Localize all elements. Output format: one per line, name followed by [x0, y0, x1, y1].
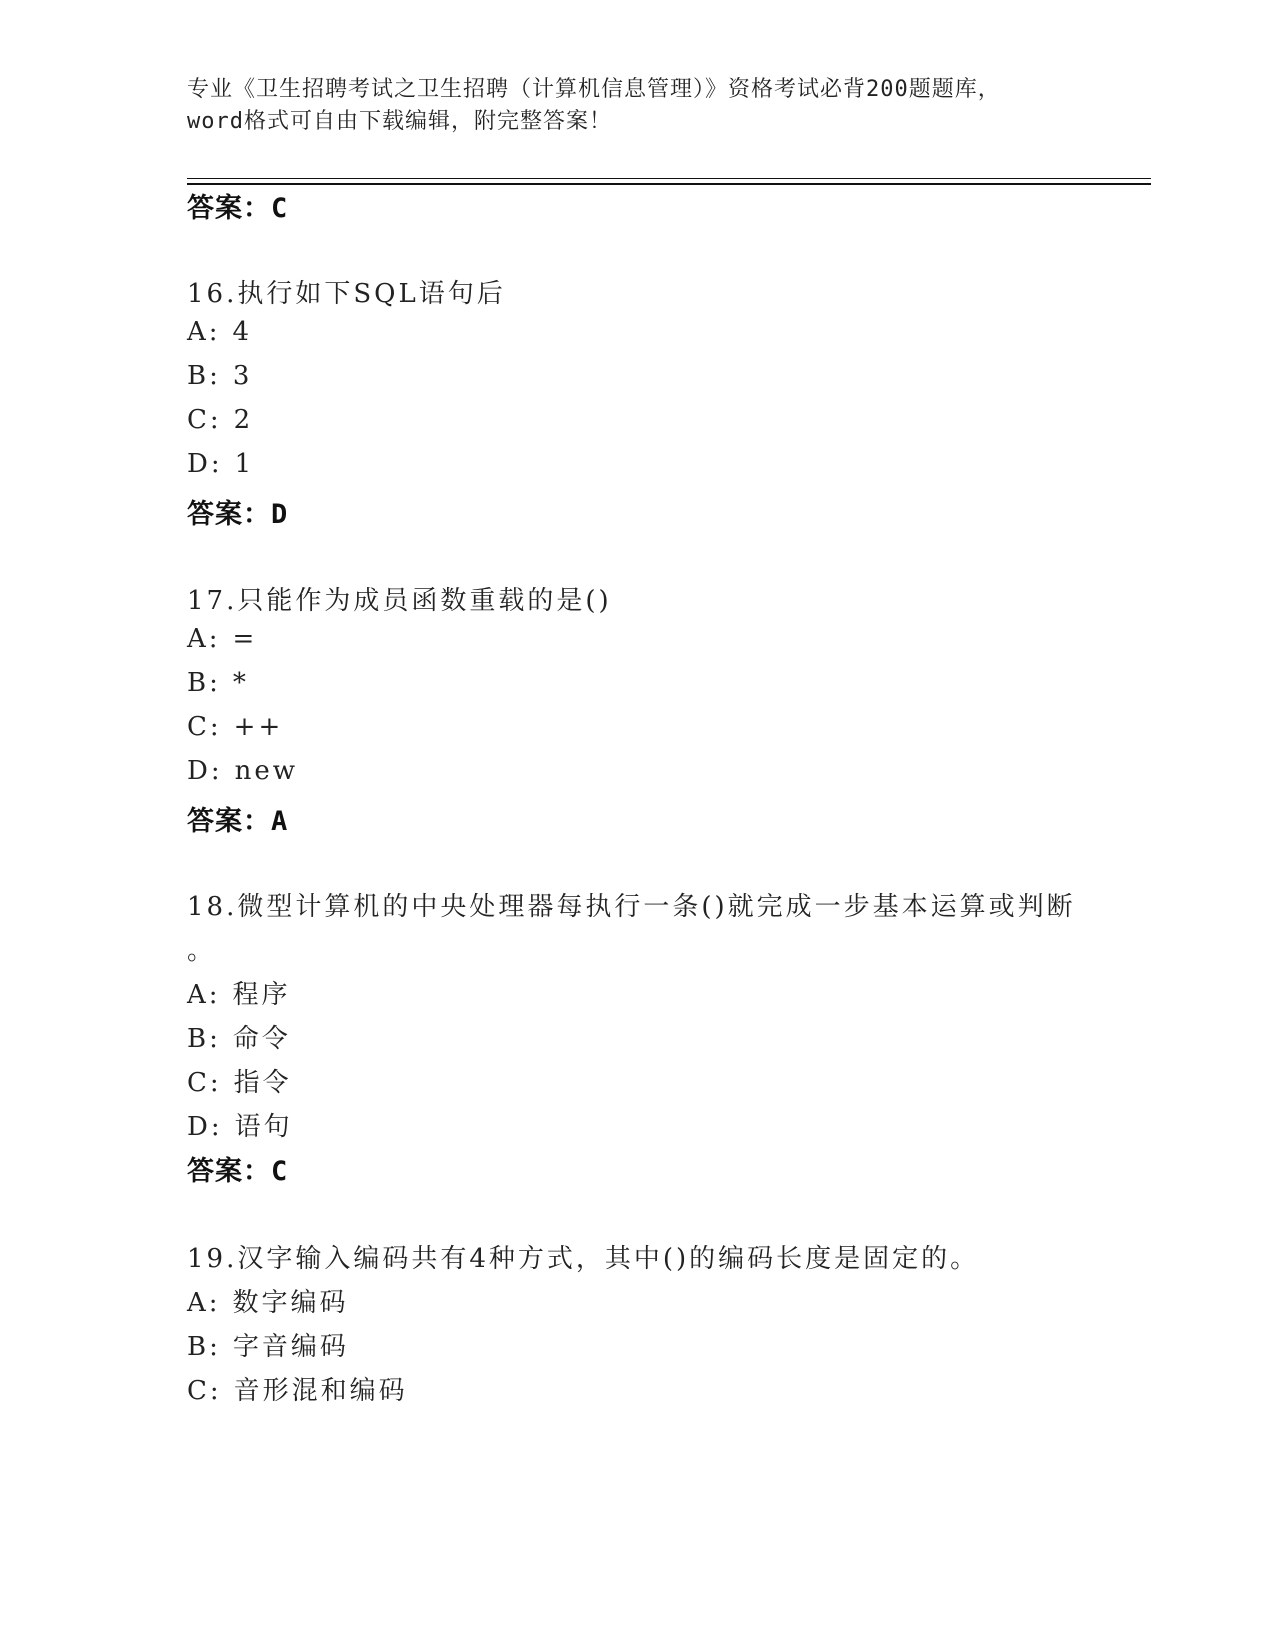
- question-16-option-d: [187, 449, 254, 479]
- option-label: A:: [187, 980, 221, 1010]
- question-18-stem: 18.微型计算机的中央处理器每执行一条()就完成一步基本运算或判断: [187, 892, 1076, 922]
- option-text: 音形混和编码: [233, 1376, 408, 1406]
- option-text: new: [234, 756, 298, 786]
- option-text: 程序: [232, 980, 291, 1010]
- question-17-option-c: [187, 712, 283, 742]
- answer-15: 答案：C: [187, 193, 289, 224]
- question-17-option-b: [187, 668, 249, 698]
- question-17-stem: 17.只能作为成员函数重载的是(): [187, 586, 612, 616]
- option-text: 字音编码: [232, 1332, 349, 1362]
- option-text: 4: [232, 317, 253, 347]
- question-16-option-b: [187, 361, 252, 391]
- option-text: 语句: [234, 1112, 293, 1142]
- question-18-option-c: [187, 1062, 292, 1099]
- option-label: B:: [187, 361, 221, 391]
- option-label: B:: [187, 668, 221, 698]
- option-label: A:: [187, 1288, 221, 1318]
- option-label: A:: [187, 317, 221, 347]
- answer-18: 答案：C: [187, 1156, 289, 1187]
- option-text: 数字编码: [232, 1288, 349, 1318]
- question-19-option-a: [187, 1282, 349, 1319]
- question-16-option-c: [187, 405, 253, 435]
- header-divider-thin: [187, 178, 1151, 179]
- option-label: D:: [187, 1112, 223, 1142]
- answer-16: 答案：D: [187, 499, 289, 530]
- option-text: 指令: [233, 1068, 292, 1098]
- question-18-option-b: [187, 1018, 291, 1055]
- header-divider-thick: [187, 183, 1151, 185]
- question-19-option-c: [187, 1370, 408, 1407]
- header-line-1: 专业《卫生招聘考试之卫生招聘（计算机信息管理）》资格考试必背200题题库，: [187, 77, 1001, 102]
- option-text: 命令: [232, 1024, 291, 1054]
- question-17-option-d: [187, 756, 298, 786]
- option-label: C:: [187, 1068, 222, 1098]
- question-18-option-a: [187, 974, 291, 1011]
- option-text: 1: [234, 449, 255, 479]
- header-line-2: word格式可自由下载编辑，附完整答案！: [187, 109, 612, 134]
- option-text: ++: [233, 712, 284, 742]
- option-label: C:: [187, 712, 222, 742]
- option-text: *: [232, 668, 249, 698]
- option-label: D:: [187, 756, 223, 786]
- answer-17: 答案：A: [187, 806, 289, 837]
- option-label: C:: [187, 405, 222, 435]
- question-18-stem-continuation: 。: [187, 936, 217, 966]
- option-label: A:: [187, 624, 221, 654]
- option-text: =: [232, 624, 258, 654]
- option-text: 3: [232, 361, 253, 391]
- option-label: D:: [187, 449, 223, 479]
- question-16-stem: 16.执行如下SQL语句后: [187, 279, 506, 309]
- question-17-option-a: [187, 624, 257, 654]
- option-label: B:: [187, 1332, 221, 1362]
- question-18-option-d: [187, 1106, 293, 1143]
- document-header: [187, 74, 1087, 138]
- question-19-option-b: [187, 1326, 349, 1363]
- question-16-option-a: [187, 317, 252, 347]
- option-label: B:: [187, 1024, 221, 1054]
- question-19-stem: 19.汉字输入编码共有4种方式，其中()的编码长度是固定的。: [187, 1244, 980, 1274]
- option-text: 2: [233, 405, 254, 435]
- option-label: C:: [187, 1376, 222, 1406]
